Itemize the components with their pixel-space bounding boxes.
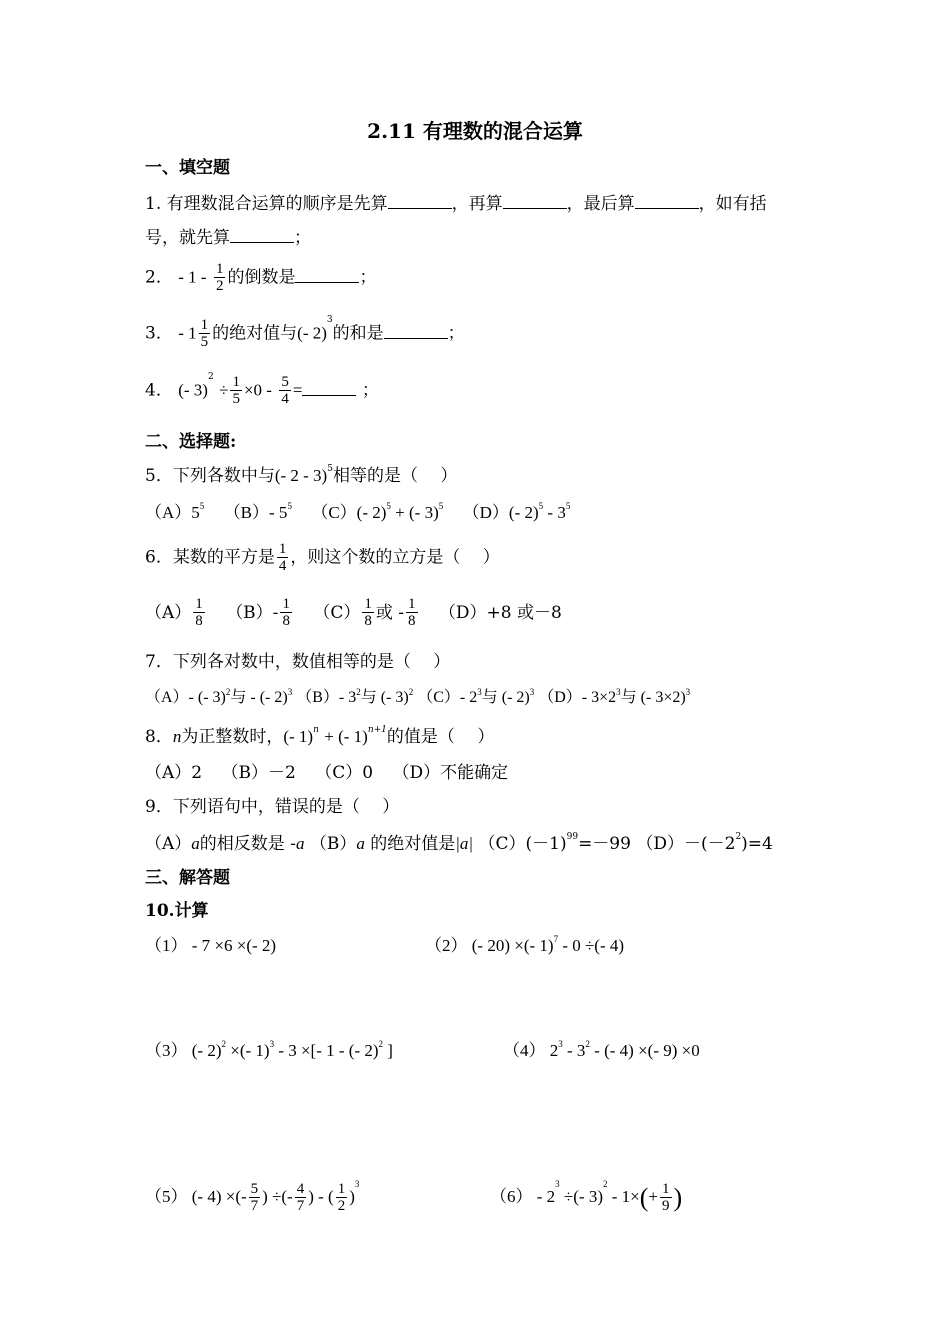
fraction: $\frac{1}{5}$ bbox=[200, 317, 209, 350]
q3-text-2: 的和是 bbox=[332, 323, 384, 344]
answer-blank[interactable] bbox=[635, 192, 699, 209]
question-7-stem: 7．下列各对数中，数值相等的是（ ） bbox=[145, 652, 451, 672]
option-c[interactable]: （C）0 bbox=[315, 763, 374, 783]
problem-2: （2） (- 20) ×(- 1)$^7$ - 0 ÷(- 4) bbox=[425, 934, 625, 955]
q1-text-d: ，如有括 bbox=[698, 194, 767, 214]
q3-end: ； bbox=[447, 323, 465, 344]
q4-number: 4． bbox=[145, 380, 173, 401]
fraction: $\frac{1}{2}$ bbox=[215, 261, 224, 294]
section-fill-blank: 一、填空题 bbox=[145, 158, 230, 178]
option-a[interactable]: （A） $\frac{1}{8}$ bbox=[145, 596, 203, 629]
option-a[interactable]: $(A)5^5$ bbox=[145, 501, 205, 522]
question-5-stem: 5．下列各数中与(- 2 - 3)$^5$相等的是（ ） bbox=[145, 464, 458, 486]
fraction: $\frac{1}{4}$ bbox=[278, 541, 287, 574]
question-4 bbox=[145, 372, 379, 407]
option-d[interactable]: （D）- $3\times 2^3$与 (- 3×2)$^3$ bbox=[538, 687, 691, 706]
answer-blank[interactable] bbox=[503, 192, 567, 209]
option-b[interactable]: （B）- $\frac{1}{8}$ bbox=[226, 596, 290, 629]
answer-blank[interactable] bbox=[388, 192, 452, 209]
q2-number: 2． bbox=[145, 267, 173, 288]
option-b[interactable]: （B）- $5^5$ bbox=[223, 501, 292, 522]
q2-end: ； bbox=[359, 267, 377, 288]
q4-end: ； bbox=[361, 380, 379, 401]
exponent: 3 bbox=[326, 315, 333, 325]
q4-eq: = bbox=[292, 380, 303, 400]
q4-op: ÷ bbox=[219, 380, 229, 400]
option-d[interactable]: （D）不能确定 bbox=[392, 763, 509, 783]
question-8-stem: 8．n为正整数时，(- 1)$^n$ + (- 1)$^{n+1}$的值是（ ） bbox=[145, 725, 495, 747]
q4-mid: ×0 - bbox=[243, 380, 272, 400]
q1-text-a: 1. 有理数混合运算的顺序是先算 bbox=[145, 194, 388, 214]
q2-text: 的倒数是 bbox=[227, 267, 296, 288]
problem-1: （1） - 7 ×6 ×(- 2) bbox=[145, 936, 277, 955]
question-7-options bbox=[145, 687, 691, 706]
question-2 bbox=[145, 262, 376, 294]
q1-text-b: ，再算 bbox=[451, 194, 503, 214]
problem-5: （5） (- 4) ×(- $\frac{5}{7}$ ) ÷(- $\frac{4}{7}$ ) - ( $\frac{1}{2}$ )$^3$ bbox=[145, 1179, 360, 1214]
answer-blank[interactable] bbox=[295, 266, 359, 283]
option-c[interactable]: （C）- $2^3$与 (- 2)$^3$ bbox=[417, 687, 535, 706]
page-title: 2.11 有理数的混合运算 bbox=[367, 119, 583, 143]
question-8-options bbox=[145, 765, 522, 782]
problem-6: $(6) - 2^3$ ÷(- 3)$^2$ - 1×(+ $\frac{1}{9}$ ) bbox=[490, 1179, 683, 1214]
question-6-options bbox=[145, 597, 576, 629]
question-1-line-1 bbox=[145, 192, 767, 213]
section-answer: 三、解答题 bbox=[145, 868, 230, 888]
q3-expr: - 1 bbox=[178, 323, 197, 343]
option-d[interactable]: （D）+8 或－8 bbox=[438, 602, 562, 623]
option-b[interactable]: （B）－2 bbox=[221, 763, 296, 783]
q1-text-f: ； bbox=[294, 228, 311, 248]
q3-expr-2: (- 2) bbox=[297, 323, 327, 343]
q3-number: 3． bbox=[145, 323, 173, 344]
question-10-head: 10.计算 bbox=[145, 901, 209, 921]
q2-expr: - 1 - bbox=[178, 267, 207, 287]
question-9-stem: 9．下列语句中，错误的是（ ） bbox=[145, 797, 400, 817]
option-b[interactable]: （B）- $3^2$与 (- 3)$^2$ bbox=[296, 687, 414, 706]
answer-blank[interactable] bbox=[302, 379, 356, 396]
question-3 bbox=[145, 315, 465, 350]
q3-text: 的绝对值与 bbox=[212, 323, 298, 344]
q4-expr: (- 3) bbox=[178, 380, 208, 400]
answer-blank[interactable] bbox=[230, 226, 294, 243]
option-c[interactable]: （C）(- 2)$^5$ + (- 3)$^5$ bbox=[311, 501, 444, 522]
fraction: $\frac{1}{5}$ bbox=[232, 374, 240, 407]
question-1-line-2 bbox=[145, 226, 311, 247]
option-c[interactable]: （C） $\frac{1}{8}$ 或 - $\frac{1}{8}$ bbox=[313, 596, 416, 629]
option-d[interactable]: （D）(- $2)^5 - 3^5$ bbox=[462, 501, 571, 522]
exponent: 2 bbox=[207, 372, 214, 382]
q1-text-e: 号，就先算 bbox=[145, 228, 230, 248]
section-choice: 二、选择题: bbox=[145, 432, 237, 452]
option-c[interactable]: $(C)(-1)^{99}=-99$ bbox=[478, 832, 631, 854]
problem-4: （4） $2^3 - 3^2$ - (- 4) ×(- 9) ×0 bbox=[503, 1039, 700, 1060]
question-9-options bbox=[145, 832, 773, 854]
option-a[interactable]: （A）a的相反数是 -a bbox=[145, 834, 305, 854]
q1-text-c: ，最后算 bbox=[566, 194, 635, 214]
fraction: $\frac{5}{4}$ bbox=[281, 374, 289, 407]
question-5-options bbox=[145, 501, 584, 522]
answer-blank[interactable] bbox=[384, 322, 448, 339]
option-b[interactable]: （B）a 的绝对值是|a| bbox=[309, 834, 474, 854]
question-6-stem: 6．某数的平方是 $\frac{1}{4}$ ，则这个数的立方是（ ） bbox=[145, 541, 500, 574]
problem-3: （3） (- 2)$^2$ ×(- 1)$^3$ - 3 ×[- 1 - (- 2)$^2$ ] bbox=[145, 1039, 393, 1060]
option-d[interactable]: $(D)-(-2^2)=4$ bbox=[636, 832, 773, 854]
option-a[interactable]: （A）2 bbox=[145, 763, 203, 783]
option-a[interactable]: （A）- (- 3)$^2$与 - (- 2)$^3$ bbox=[145, 687, 293, 706]
